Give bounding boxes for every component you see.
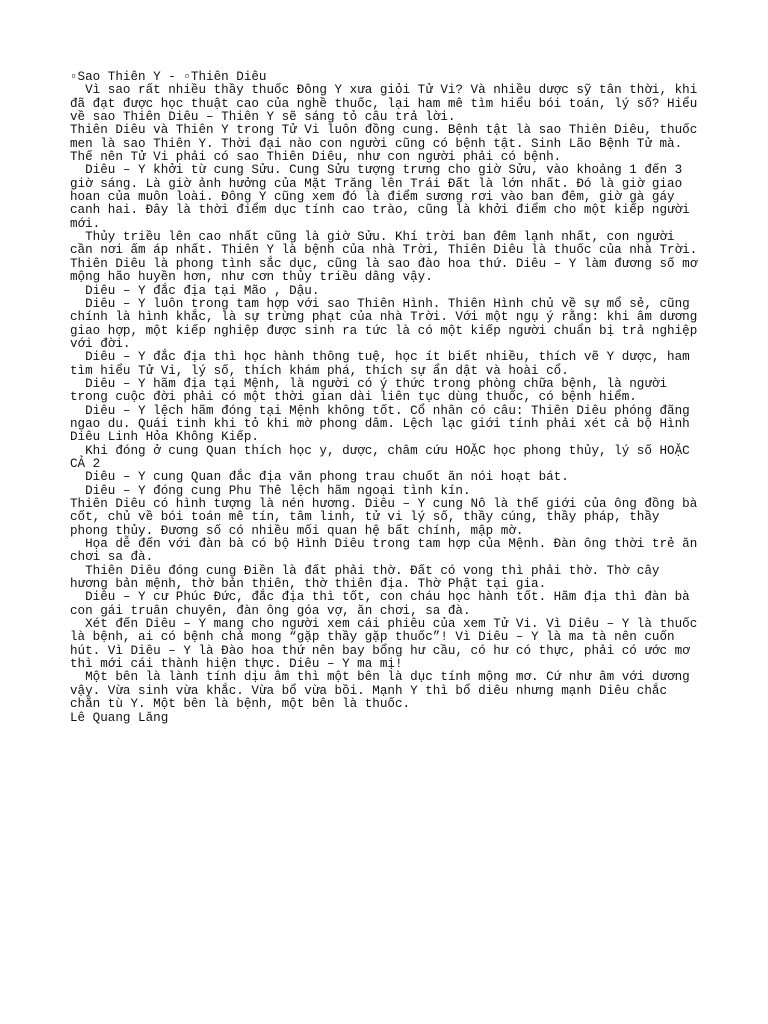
text-line: Diêu – Y đắc địa tại Mão , Dậu. [70,283,320,298]
text-line: canh hai. Đây là thời điểm dục tính cao trào, cũng là khởi điểm cho một kiếp người [70,203,690,218]
text-line: men là sao Thiên Y. Thời đại nào con người cũng có bệnh tật. Sinh Lão Bệnh Tử mà. [70,136,683,151]
text-line: Diêu – Y cư Phúc Đức, đắc địa thì tốt, con cháu học hành tốt. Hãm địa thì đàn bà [70,590,690,605]
text-line: hút. Vì Diêu – Y là Đào hoa thứ nên bay bổng hư cầu, có hư có thực, phải có ước mơ [70,643,690,658]
text-line: Diêu – Y luôn trong tam hợp với sao Thiên Hình. Thiên Hình chủ về sự mổ sẻ, cũng [70,296,690,311]
text-line: Thủy triều lên cao nhất cũng là giờ Sửu. Khí trời ban đêm lạnh nhất, con người [70,230,675,245]
text-line: chắn tù Y. Một bên là bệnh, một bên là thuốc. [70,697,411,712]
text-line: ngao du. Quái tinh khi tỏ khi mờ phong dâm. Lệch lạc giới tính phải xét cả bộ Hình [70,416,690,431]
text-line: đã đạt được học thuật cao của nghề thuốc, lại ham mê tìm hiểu bói toán, lý số? Hiểu [70,96,698,111]
text-line: Một bên là lành tính dịu âm thì một bên là dục tính mộng mơ. Cứ như âm với dương [70,670,690,685]
text-line: Khi đóng ở cung Quan thích học y, dược, châm cứu HOẶC học phong thủy, lý số HOẶC [70,443,690,458]
text-line: phong thủy. Đương số có nhiều mối quan hệ bất chính, mập mờ. [70,523,524,538]
text-line: Xét đến Diêu – Y mang cho người xem cái phiêu của xem Tử Vi. Vì Diêu – Y là thuốc [70,617,698,632]
text-line: Vì sao rất nhiều thầy thuốc Đông Y xưa giỏi Tử Vi? Và nhiều dược sỹ tân thời, khi [70,83,698,98]
text-line: Thế nên Tử Vi phải có sao Thiên Diêu, như con người phải có bệnh. [70,150,562,165]
text-line: cốt, chủ về bói toán mê tín, tâm linh, tử vi lý số, thầy cúng, thầy pháp, thầy [70,510,660,525]
text-line: hoan của muôn loài. Đông Y cũng xem đó là điểm sương rơi vào ban đêm, giờ gà gáy [70,190,675,205]
text-line: chính là hình khắc, là sự trừng phạt của nhà Trời. Với một ngụ ý rằng: khi âm dương [70,310,698,325]
document-title: ▫Sao Thiên Y - ▫Thiên Diêu [70,70,267,84]
text-line: Diêu – Y cung Quan đắc địa văn phong trau chuốt ăn nói hoạt bát. [70,470,569,485]
text-line: Thiên Diêu đóng cung Điền là đất phải thờ. Đất có vong thì phải thờ. Thờ cây [70,563,660,578]
text-line: là bệnh, ai có bệnh chả mong “gặp thầy gặp thuốc”! Vì Diêu – Y là ma tà nên cuốn [70,630,675,645]
text-line: chơi sa đà. [70,550,154,565]
text-line: CẢ 2 [70,456,101,471]
text-line: Thiên Diêu có hình tượng là nén hương. Diêu – Y cung Nô là thế giới của ông đồng bà [70,497,698,511]
document-page [70,71,704,738]
text-line: Diêu – Y đắc địa thì học hành thông tuệ, học ít biết nhiều, thích vẽ Y dược, ham [70,350,690,365]
text-line: giờ sáng. Là giờ ảnh hưởng của Mặt Trăng lên Trái Đất là lớn nhất. Đó là giờ giao [70,176,683,191]
text-line: về sao Thiên Diêu – Thiên Y sẽ sáng tỏ câu trả lời. [70,110,456,125]
text-line: Diêu – Y hãm địa tại Mệnh, là người có ý thức trong phòng chữa bệnh, là người [70,376,668,391]
author-signature [70,725,704,738]
text-line: với đời. [70,336,131,351]
text-line: trong cuộc đời phải có một thời gian dài liên tục dùng thuốc, có bệnh hiểm. [70,390,637,405]
text-line: Thiên Diêu và Thiên Y trong Tử Vi luôn đồng cung. Bệnh tật là sao Thiên Diêu, thuốc [70,123,698,138]
text-line: mới. [70,216,101,231]
text-line: Lê Quang Lăng [70,710,169,725]
text-line: vậy. Vừa sinh vừa khắc. Vừa bổ vừa bồi. Mạnh Y thì bổ diêu nhưng mạnh Diêu chắc [70,683,668,698]
text-line: con gái truân chuyên, đàn ông góa vợ, ăn chơi, sa đà. [70,603,471,618]
text-line: Diêu – Y đóng cung Phu Thê lệch hãm ngoại tình kín. [70,483,471,498]
text-line: Diêu – Y khởi từ cung Sửu. Cung Sửu tượng trưng cho giờ Sửu, vào khoảng 1 đến 3 [70,163,683,178]
text-line: Họa dễ đến với đàn bà có bộ Hình Diêu trong tam hợp của Mệnh. Đàn ông thời trẻ ăn [70,537,698,552]
text-line: Thiên Diêu là phong tình sắc dục, cũng là sao đào hoa thứ. Diêu – Y làm đương số mơ [70,256,698,271]
text-line: Diêu Linh Hỏa Không Kiếp. [70,430,259,445]
text-line: Diêu – Y lệch hãm đóng tại Mệnh không tốt. Cổ nhân có câu: Thiên Diêu phóng đãng [70,403,690,418]
text-line: cần nơi ấm áp nhất. Thiên Y là bệnh của nhà Trời, Thiên Diêu là thuốc của nhà Trời. [70,243,698,258]
text-line: tìm hiểu Tử Vi, lý số, thích khám phá, thích sự ẩn dật và hoài cổ. [70,363,569,378]
text-line: giao hợp, một kiếp nghiệp được sinh ra tức là có một kiếp người chuẩn bị trả nghiệp [70,323,698,338]
text-line: thì mới cái thành hiện thực. Diêu – Y ma mị! [70,657,403,672]
text-line: mộng hão huyền hơn, như cơn thủy triều dâng vậy. [70,270,433,285]
text-line: hương bản mệnh, thờ bản thiên, thờ thiên địa. Thờ Phật tại gia. [70,577,547,592]
